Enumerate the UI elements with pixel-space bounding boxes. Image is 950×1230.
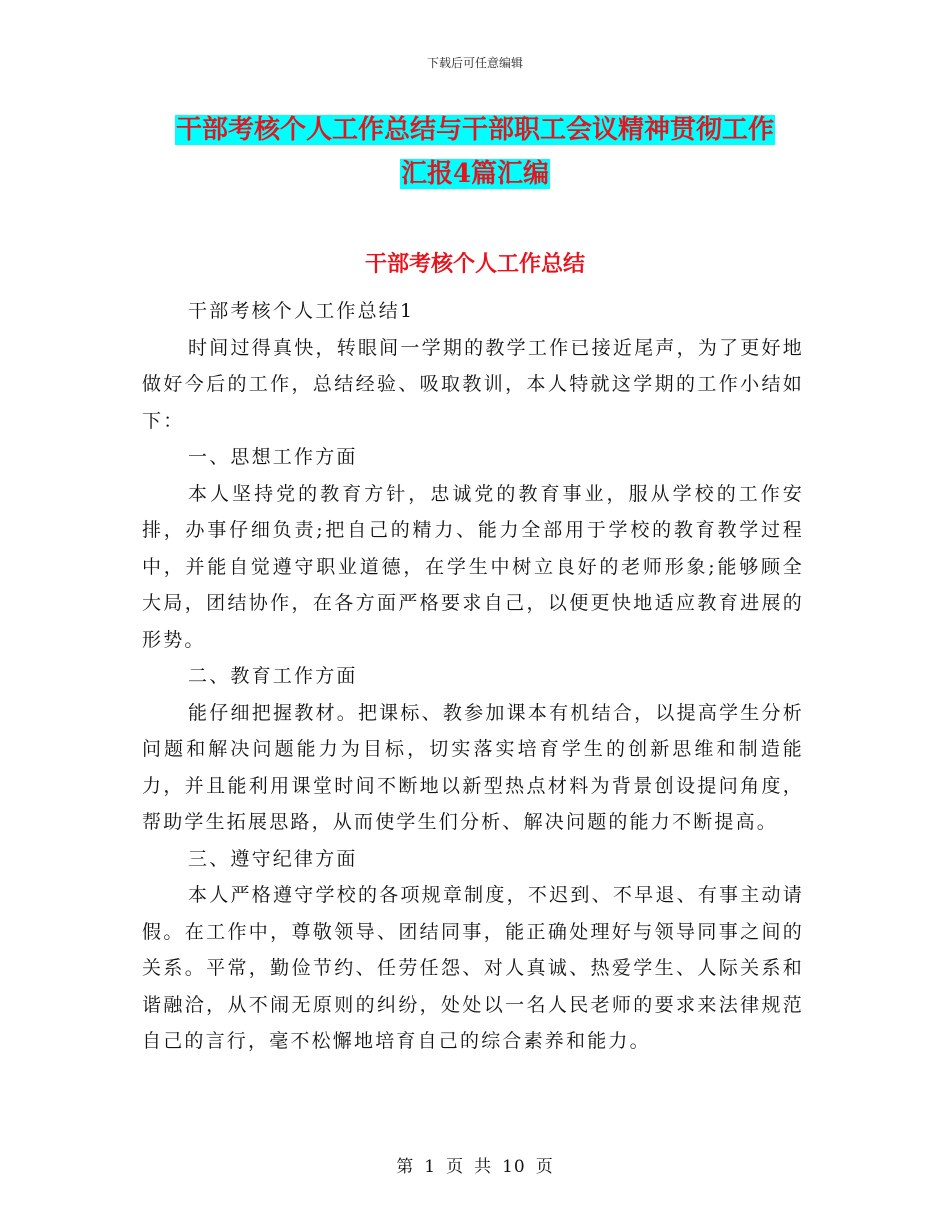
paragraph: 时间过得真快，转眼间一学期的教学工作已接近尾声，为了更好地做好今后的工作，总结经验、吸取教训，本人特就这学期的工作小结如下： [142, 336, 804, 432]
footer-label-page2: 页 [446, 1157, 465, 1177]
footer-label-page: 第 [396, 1157, 415, 1177]
current-page-number: 1 [424, 1157, 437, 1177]
document-title-line2 [0, 156, 950, 192]
footer-label-total: 共 [474, 1157, 493, 1177]
footer-label-page3: 页 [535, 1157, 554, 1177]
title-highlight: 干部考核个人工作总结与干部职工会议精神贯彻工作 [175, 115, 774, 145]
title-highlight: 汇报4篇汇编 [400, 159, 550, 189]
paragraph: 本人坚持党的教育方针，忠诚党的教育事业，服从学校的工作安排，办事仔细负责;把自己的精力、能力全部用于学校的教育教学过程中，并能自觉遵守职业道德，在学生中树立良好的老师形象;能够顾全大局，团结协作，在各方面严格要求自己，以便更快地适应教育进展的形势。 [142, 482, 804, 651]
page-footer [0, 1152, 950, 1177]
paragraph: 干部考核个人工作总结1 [188, 300, 415, 322]
paragraph: 三、遵守纪律方面 [188, 847, 358, 870]
total-page-number: 10 [502, 1157, 526, 1177]
document-body [142, 293, 804, 1060]
paragraph: 能仔细把握教材。把课标、教参加课本有机结合，以提高学生分析问题和解决问题能力为目标，切实落实培育学生的创新思维和制造能力，并且能利用课堂时间不断地以新型热点材料为背景创设提问角度，帮助学生拓展思路，从而使学生们分析、解决问题的能力不断提高。 [142, 701, 804, 833]
document-title-line1 [0, 112, 950, 148]
section-title: 干部考核个人工作总结 [364, 251, 585, 277]
paragraph: 一、思想工作方面 [188, 446, 358, 468]
header-note: 下载后可任意编辑 [426, 56, 523, 70]
paragraph: 本人严格遵守学校的各项规章制度，不迟到、不早退、有事主动请假。在工作中，尊敬领导、团结同事，能正确处理好与领导同事之间的关系。平常，勤俭节约、任劳任怨、对人真诚、热爱学生、人际关系和谐融洽，从不闹无原则的纠纷，处处以一名人民老师的要求来法律规范自己的言行，毫不松懈地培育自己的综合素养和能力。 [142, 884, 804, 1052]
paragraph: 二、教育工作方面 [188, 665, 358, 687]
